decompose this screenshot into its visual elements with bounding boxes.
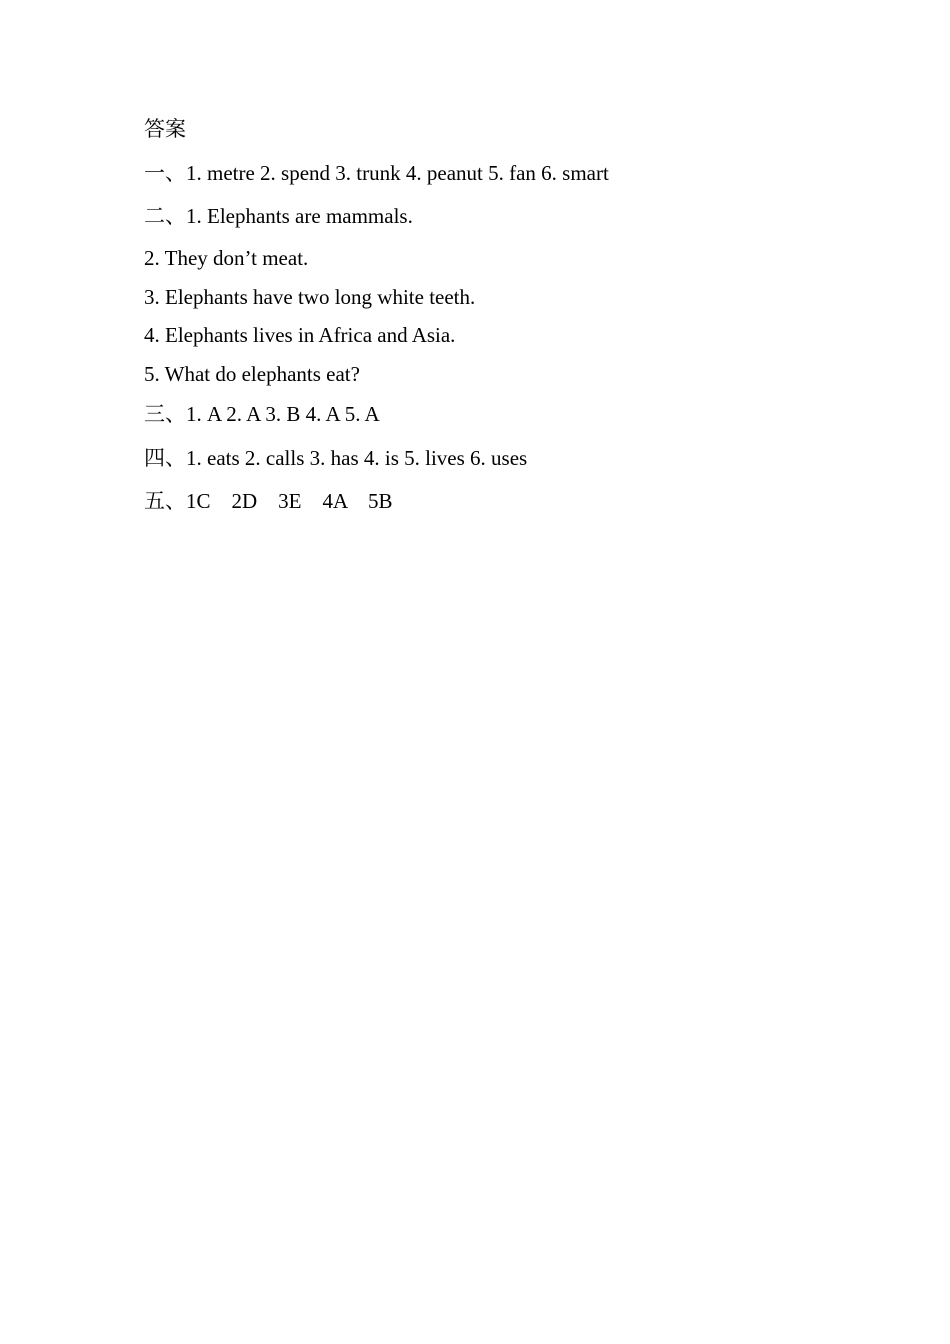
section-2-answer-5: 5. What do elephants eat? [144,362,360,386]
section-2-answer-2: 2. They don’t meat. [144,246,309,270]
section-3-answers: 三、1. A 2. A 3. B 4. A 5. A [144,402,380,426]
section-2-answer-4: 4. Elephants lives in Africa and Asia. [144,323,456,347]
section-2-answer-3: 3. Elephants have two long white teeth. [144,285,476,309]
answer-heading: 答案 [144,117,186,141]
section-1-answers: 一、1. metre 2. spend 3. trunk 4. peanut 5. fan 6. smart [144,161,609,185]
section-4-answers: 四、1. eats 2. calls 3. has 4. is 5. lives 6. uses [144,446,528,470]
section-2-answer-1: 二、1. Elephants are mammals. [144,204,413,228]
section-5-answers: 五、1C 2D 3E 4A 5B [144,489,393,513]
